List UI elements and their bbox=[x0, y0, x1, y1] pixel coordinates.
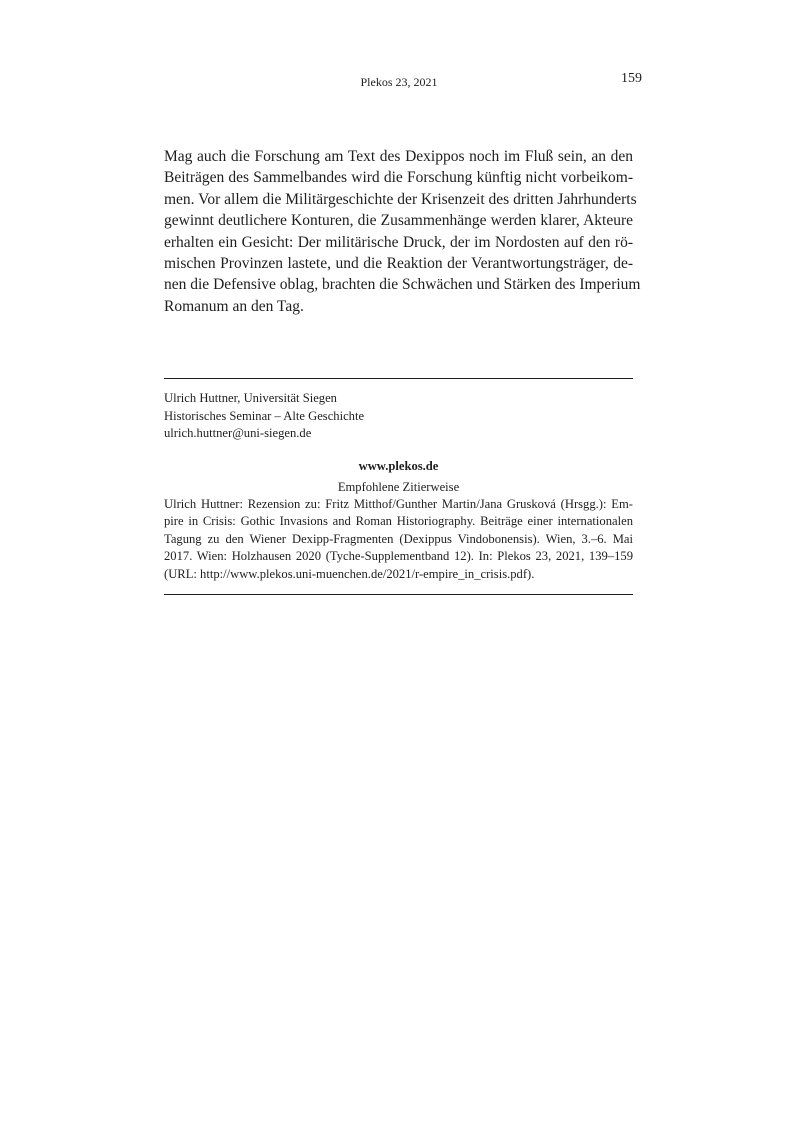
citation-heading: Empfohlene Zitierweise bbox=[337, 480, 460, 494]
running-header: Plekos 23, 2021 bbox=[360, 75, 438, 89]
paragraph-line: Romanum an den Tag. bbox=[164, 297, 304, 315]
citation-line: pire in Crisis: Gothic Invasions and Roman Historiography. Beiträge einer internationalen bbox=[164, 514, 633, 529]
citation-line: 2017. Wien: Holzhausen 2020 (Tyche-Supplementband 12). In: Plekos 23, 2021, 139–159 bbox=[164, 549, 633, 564]
paragraph-line: Mag auch die Forschung am Text des Dexippos noch im Fluß sein, an den bbox=[164, 148, 633, 165]
paragraph-line: Beiträgen des Sammelbandes wird die Forschung künftig nicht vorbeikom- bbox=[164, 169, 633, 187]
author-department: Historisches Seminar – Alte Geschichte bbox=[164, 408, 365, 423]
author-info bbox=[164, 390, 633, 443]
review-conclusion-paragraph bbox=[164, 146, 641, 317]
author-name-affiliation: Ulrich Huttner, Universität Siegen bbox=[164, 391, 337, 405]
citation-line: Tagung zu den Wiener Dexipp-Fragmenten (Dexippus Vindobonensis). Wien, 3.–6. Mai bbox=[164, 531, 633, 546]
website-link: www.plekos.de bbox=[358, 459, 439, 473]
page-number: 159 bbox=[621, 71, 642, 86]
citation-line: Ulrich Huttner: Rezension zu: Fritz Mitthof/Gunther Martin/Jana Grusková (Hrsgg.): Em- bbox=[164, 497, 633, 511]
paragraph-line: gewinnt deutlichere Konturen, die Zusammenhänge werden klarer, Akteure bbox=[164, 212, 633, 230]
citation-line: (URL: http://www.plekos.uni-muenchen.de/2021/r-empire_in_crisis.pdf). bbox=[164, 566, 535, 581]
bottom-divider bbox=[164, 594, 633, 595]
recommended-citation bbox=[164, 496, 633, 583]
paragraph-line: men. Vor allem die Militärgeschichte der Krisenzeit des dritten Jahrhunderts bbox=[164, 190, 637, 208]
paragraph-line: mischen Provinzen lastete, und die Reaktion der Verantwortungsträger, de- bbox=[164, 255, 633, 273]
paragraph-line: nen die Defensive oblag, brachten die Schwächen und Stärken des Imperium bbox=[164, 276, 641, 294]
top-divider bbox=[164, 378, 633, 379]
author-email: ulrich.huttner@uni-siegen.de bbox=[164, 426, 312, 441]
paragraph-line: erhalten ein Gesicht: Der militärische Druck, der im Nordosten auf den rö- bbox=[164, 233, 633, 251]
